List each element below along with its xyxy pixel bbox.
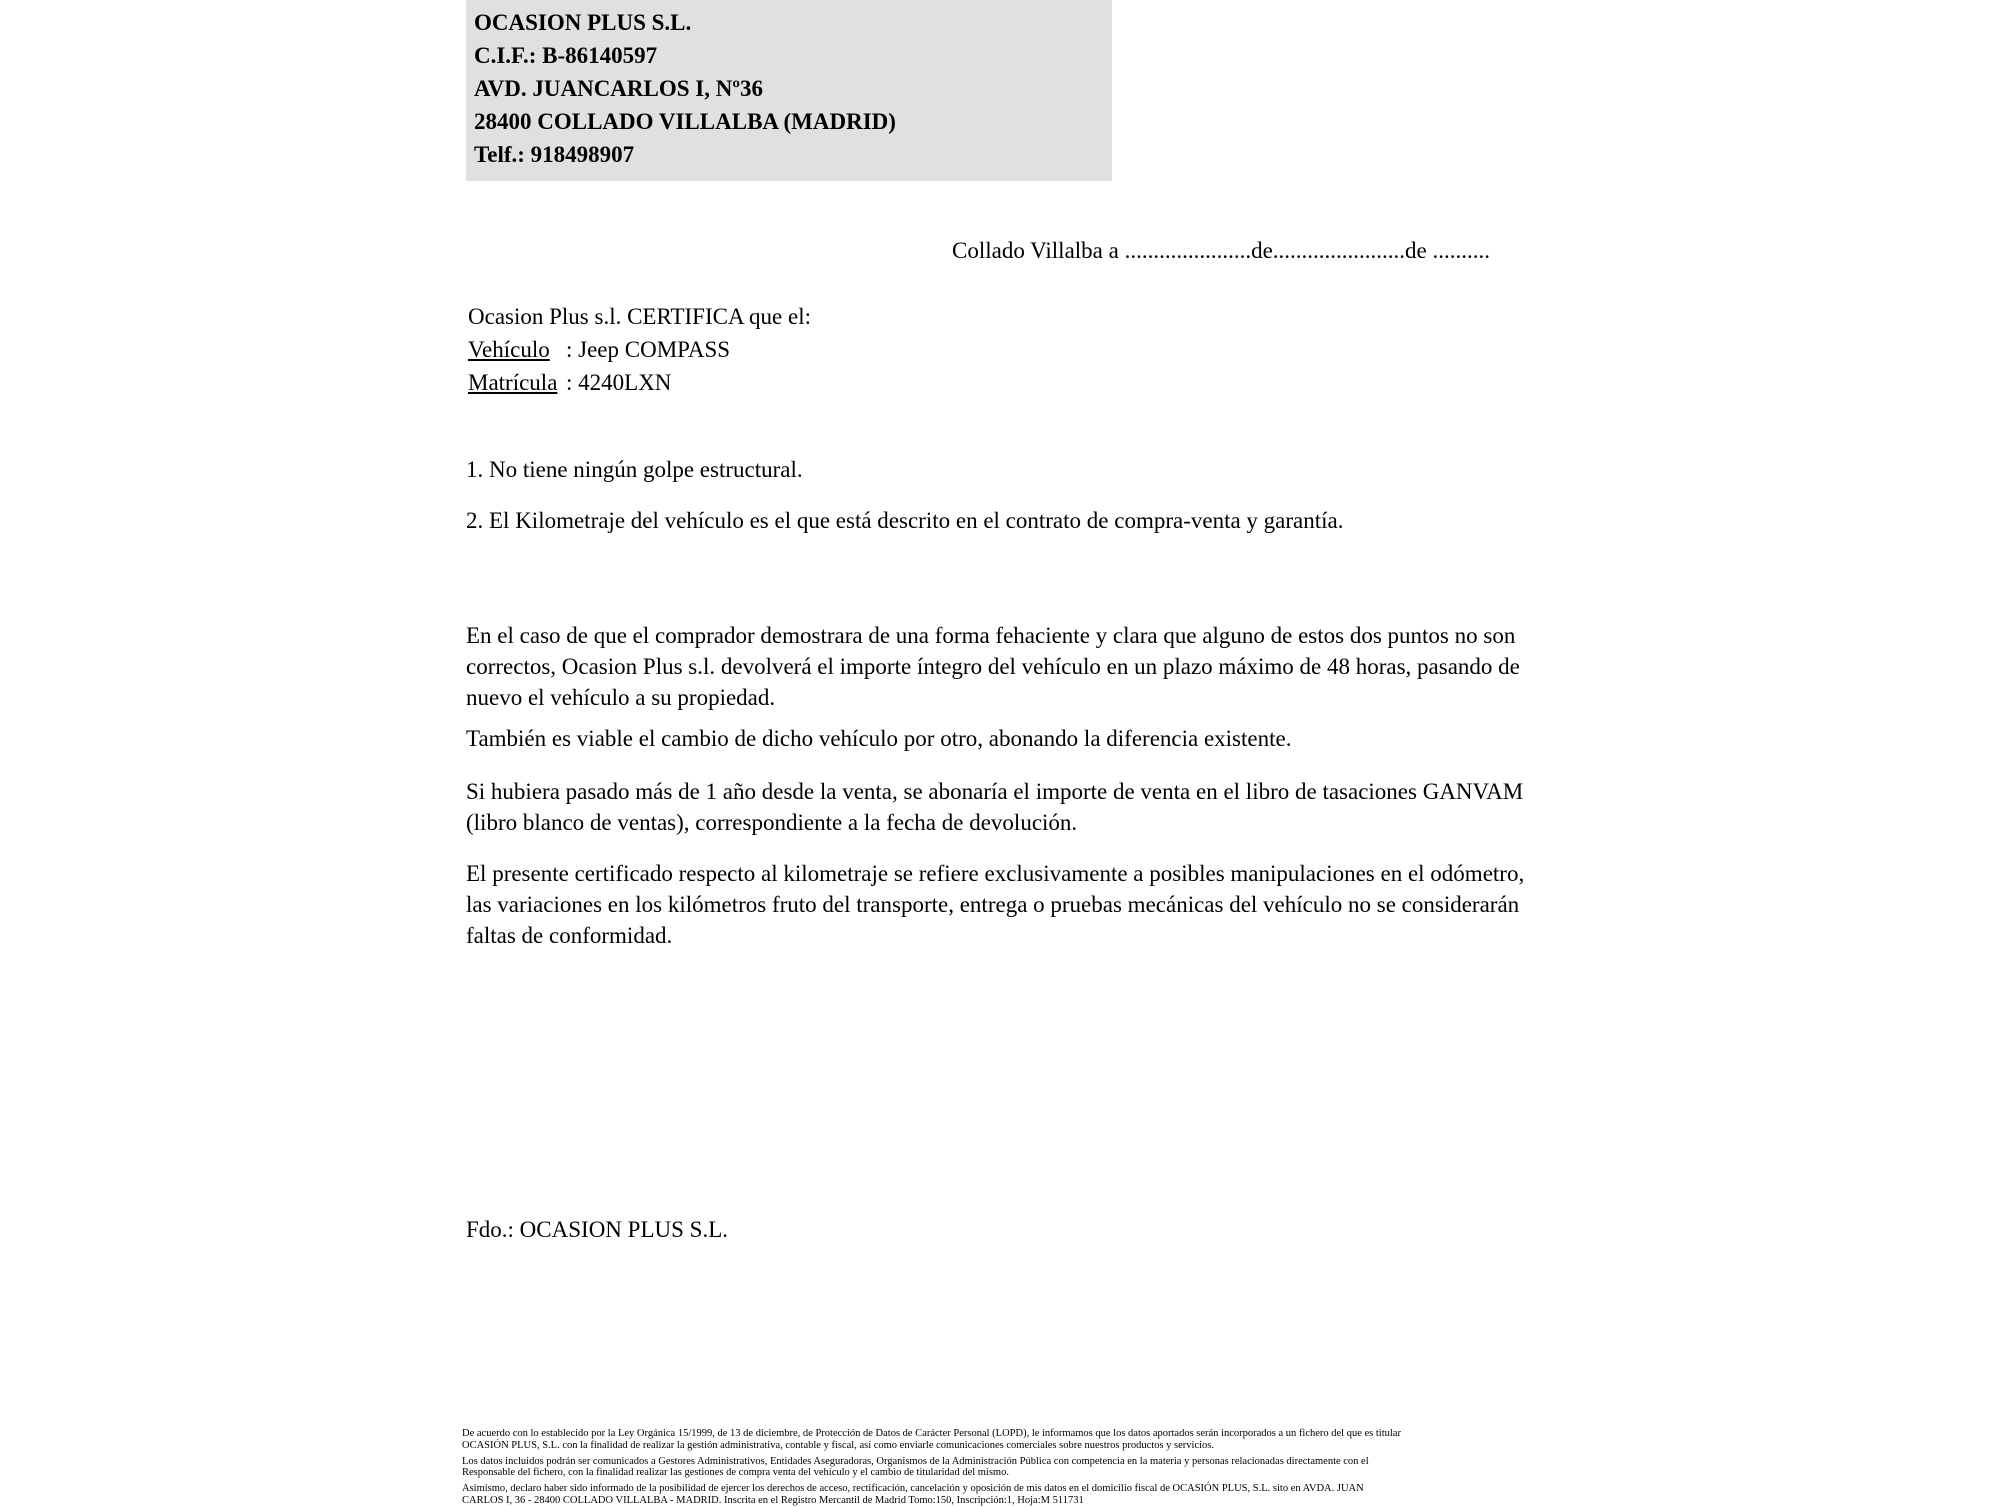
- paragraph-odometer: El presente certificado respecto al kilometraje se refiere exclusivamente a posibles manipulaciones en el odómetro, las variaciones en los kilómetros fruto del transporte, entrega o pruebas mecánicas del vehículo no se considerarán faltas de conformidad.: [466, 861, 1525, 948]
- point-1: 1. No tiene ningún golpe estructural.: [466, 457, 803, 482]
- legal-footer: [462, 1428, 1562, 1507]
- paragraph-ganvam: Si hubiera pasado más de 1 año desde la venta, se abonaría el importe de venta en el libro de tasaciones GANVAM (libro blanco de ventas), correspondiente a la fecha de devolución.: [466, 779, 1524, 835]
- legal-line-4: Responsable del fichero, con la finalidad realizar las gestiones de compra venta del vehículo y el cambio de titularidad del mismo.: [462, 1467, 1009, 1479]
- certification-intro: Ocasion Plus s.l. CERTIFICA que el:: [468, 304, 811, 329]
- company-name: OCASION PLUS S.L.: [474, 10, 692, 35]
- plate-value: : 4240LXN: [566, 370, 672, 395]
- company-address: AVD. JUANCARLOS I, Nº36: [474, 76, 763, 101]
- paragraph-refund: En el caso de que el comprador demostrara de una forma fehaciente y clara que alguno de estos dos puntos no son correctos, Ocasion Plus s.l. devolverá el importe íntegro del vehículo en un plazo máximo de 48 horas, pasando de nuevo el vehículo a su propiedad.: [466, 623, 1520, 710]
- point-2: 2. El Kilometraje del vehículo es el que está descrito en el contrato de compra-venta y garantía.: [466, 508, 1344, 533]
- certification-block: [468, 300, 811, 399]
- vehicle-label: Vehículo: [468, 337, 550, 362]
- plate-row: [468, 366, 811, 399]
- company-phone: Telf.: 918498907: [474, 142, 635, 167]
- company-cif: C.I.F.: B-86140597: [474, 43, 658, 68]
- letterhead-block: [466, 0, 1112, 181]
- legal-line-3: Los datos incluidos podrán ser comunicados a Gestores Administrativos, Entidades Aseguradoras, Organismos de la Administración Pública con competencia en la materia y personas relacionadas directamente con el: [462, 1455, 1369, 1467]
- legal-line-2: OCASIÓN PLUS, S.L. con la finalidad de realizar la gestión administrativa, contable y fiscal, así como enviarle comunicaciones comerciales sobre nuestros productos y servicios.: [462, 1439, 1214, 1451]
- company-city: 28400 COLLADO VILLALBA (MADRID): [474, 109, 896, 134]
- legal-line-6: CARLOS I, 36 - 28400 COLLADO VILLALBA - MADRID. Inscrita en el Registro Mercantil de Madrid Tomo:150, Inscripción:1, Hoja:M 511731: [462, 1494, 1084, 1506]
- signature-line: Fdo.: OCASION PLUS S.L.: [466, 1217, 728, 1242]
- plate-label: Matrícula: [468, 370, 558, 395]
- vehicle-value: : Jeep COMPASS: [566, 337, 731, 362]
- vehicle-row: [468, 333, 811, 366]
- legal-line-1: De acuerdo con lo establecido por la Ley Orgánica 15/1999, de 13 de diciembre, de Protección de Datos de Carácter Personal (LOPD), le informamos que los datos aportados serán incorporados a un fichero del que es titular: [462, 1428, 1401, 1439]
- date-line: Collado Villalba a ......................de.......................de ..........: [952, 238, 1490, 263]
- paragraph-exchange: También es viable el cambio de dicho vehículo por otro, abonando la diferencia existente.: [466, 726, 1292, 751]
- legal-line-5: Asimismo, declaro haber sido informado de la posibilidad de ejercer los derechos de acceso, rectificación, cancelación y oposición de mis datos en el domicilio fiscal de OCASIÓN PLUS, S.L. sito en AVDA. JUAN: [462, 1483, 1364, 1495]
